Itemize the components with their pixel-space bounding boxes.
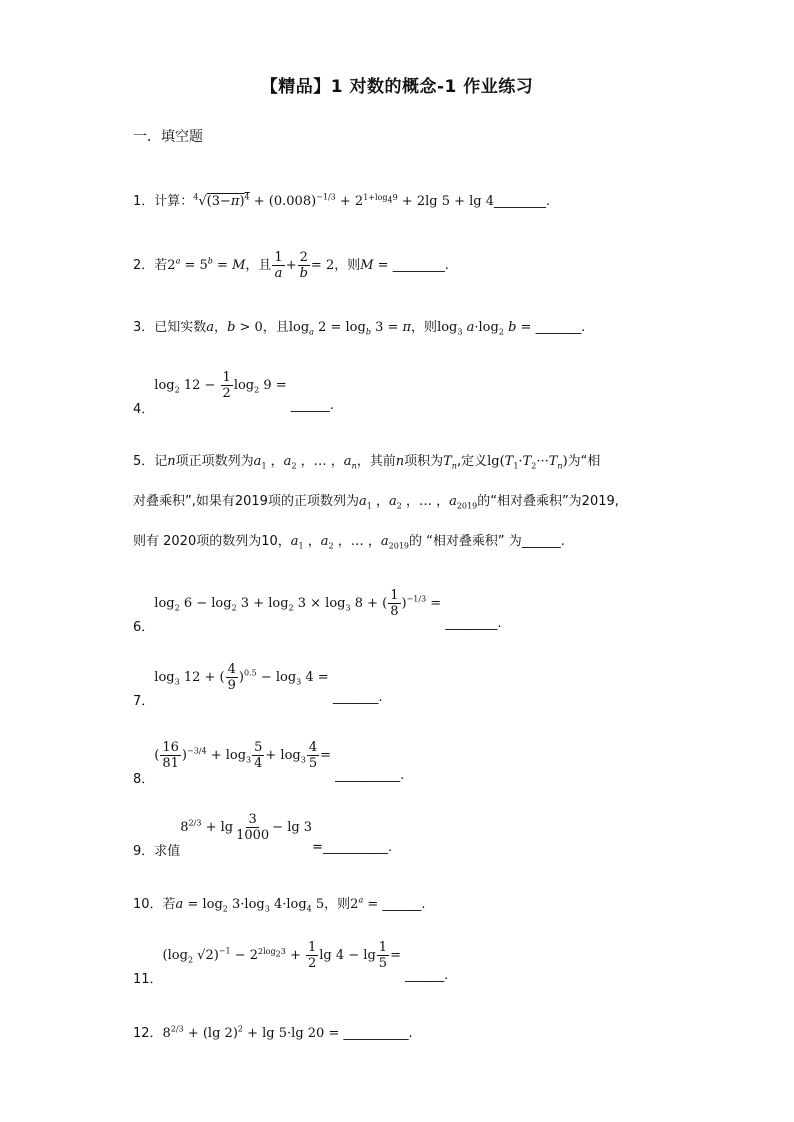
question-5-line-1: 5．记n项正项数列为$a_1$ ，$a_2$ ，… ，$a_n$，其前n项积为$T_n$,定义$\lg(T_1\cdot T_2\cdot\cdot\cdot T_n)$为“相 (133, 454, 601, 471)
question-2-then: ，则 (334, 258, 361, 273)
question-5-text-1: 项正项数列为 (175, 454, 254, 469)
question-11-formula: ($\log_2$ $√2)^{-1} - 2^{2log_23}$ + (162, 946, 305, 965)
question-2-formula-a: $2^a = 5^b = M$ (167, 256, 246, 273)
question-11-blank: ______. (405, 968, 449, 983)
question-6-formula: $\log_2 6 - \log_2 3 + \log_2 3 \times \log_3 8$ + ( (154, 596, 388, 613)
question-5-text-9: 的 “相对叠乘积” 为______. (409, 534, 565, 549)
question-5-line-3: 则有 2020项的数列为10，$a_1$ ，$a_2$ ，… ，$a_{2019}$的 “相对叠乘积” 为______. (133, 534, 565, 551)
question-11: 11．($\log_2$ $√2)^{-1} - 2^{2log_23}$ + $\frac{1}{2}$ lg 4 − lg $\frac{1}{5}$ = ______. (133, 940, 449, 987)
question-10-then: ，则 (324, 897, 351, 912)
question-3-mid: ，且 (262, 320, 289, 335)
question-5-text-8: 则有 2020项的数列为10， (133, 534, 291, 549)
question-5-text-2: ，其前 (356, 454, 396, 469)
question-5-text-5: 为“相 (567, 454, 601, 469)
question-8-blank: __________. (335, 768, 405, 783)
question-5-text-4: ,定义 (456, 454, 488, 469)
question-12-formula: $8^{2/3} + (\lg$ 2)$^2$ + lg 5·lg 20 = (162, 1024, 344, 1041)
question-2-frac-1: $\frac{1}{a}$ (274, 250, 283, 281)
question-5-formula: $\lg(T_1\cdot T_2\cdot\cdot\cdot T_n)$ (487, 454, 568, 471)
question-4: 4．$\log_2 12$ − $\frac{1}{2}$ $\log_2 9$ = ______. (133, 370, 334, 417)
question-12 (133, 1022, 413, 1041)
question-10: 10．若$a = \log_2 3\cdot\log_3$ $4\cdot\log_4$ 5，则$2^a$ = ______. (133, 895, 426, 914)
question-3-formula: $\log_a 2 = \log_b 3 = \pi$ (288, 320, 412, 337)
question-2-mid: ，且 (245, 258, 272, 273)
question-7-blank: _______. (332, 690, 383, 705)
question-4-blank: ______. (290, 398, 334, 413)
question-2-blank: ________. (392, 258, 449, 273)
question-3-comma: ， (214, 320, 228, 335)
question-7: 7．$\log_3 12$ + ( $\frac{4}{9}$ )$^{0.5} - \log_3 4$ = _______. (133, 662, 383, 709)
question-7-number: 7． (133, 694, 155, 709)
question-8-formula: ( (154, 748, 160, 763)
question-4-formula: $\log_2 12$ − (154, 378, 220, 395)
question-7-formula: $\log_3 12$ + ( (154, 670, 225, 687)
question-2-var: M (360, 258, 374, 273)
question-5-number: 5．记 (133, 454, 168, 469)
question-8-number: 8． (133, 772, 155, 787)
question-4-number: 4． (133, 402, 155, 417)
question-3: 3．已知实数a，b > 0，且$\log_a 2 = \log_b 3 = \pi$，则$\log_3 a\cdot\log_2$ b = _______. (133, 320, 586, 337)
question-3-number: 3．已知实数 (133, 320, 207, 335)
question-8: 8．( $\frac{16}{81}$ )$^{-3/4} + \log_3$ $\frac{5}{4}$ + $\log_3$ $\frac{4}{5}$ = __________. (133, 740, 405, 787)
question-9-formula: $8^{2/3} + \lg$ (180, 818, 234, 835)
question-3-blank: _______. (535, 320, 586, 335)
question-5-text-7: 的“相对叠乘积”为2019, (477, 494, 619, 509)
question-11-number: 11． (133, 972, 163, 987)
question-9-blank: =__________. (312, 840, 393, 855)
question-9: 9．求值$8^{2/3} + \lg$ $\frac{3}{1000}$ − lg 3=__________. (133, 812, 393, 859)
question-1 (133, 190, 550, 209)
question-6-blank: ________. (445, 616, 502, 631)
question-1-blank: ________. (494, 194, 551, 209)
question-5-text-3: 项积为 (404, 454, 444, 469)
question-1-number: 1．计算： (133, 194, 194, 209)
question-3-then: ，则 (411, 320, 438, 335)
question-10-blank: ______. (382, 897, 426, 912)
question-6-number: 6． (133, 620, 155, 635)
question-6: 6．$\log_2 6 - \log_2 3 + \log_2 3 \times \log_3 8$ + ( $\frac{1}{8}$ )$^{-1/3}$ = ________. (133, 588, 502, 635)
question-12-blank: __________. (343, 1026, 413, 1041)
question-10-number: 10．若 (133, 897, 176, 912)
question-2-number: 2．若 (133, 258, 168, 273)
question-3-target: $\log_3 a\cdot\log_2$ b = (437, 320, 536, 337)
question-12-number: 12． (133, 1026, 163, 1041)
question-2-frac-2: $\frac{2}{b}$ (299, 250, 308, 281)
section-heading: 一．填空题 (133, 129, 203, 145)
question-1-formula: $^4√(3-\pi)^4 + (0.008)^{-1/3} + 2^{1+log_49} + 2\lg$ 5 + lg 4 (193, 192, 495, 209)
question-10-formula: $a = \log_2 3\cdot\log_3$ $4\cdot\log_4$ 5 (175, 897, 325, 914)
question-5-line-2: 对叠乘积”,如果有2019项的正项数列为$a_1$ ，$a_2$ ，… ，$a_{2019}$的“相对叠乘积”为2019, (133, 494, 619, 511)
question-9-number: 9．求值 (133, 844, 181, 859)
question-2: 2．若$2^a = 5^b = M$，且 $\frac{1}{a}$ + $\frac{2}{b}$ = 2，则M = ________. (133, 250, 449, 281)
question-5-text-6: 对叠乘积”,如果有2019项的正项数列为 (133, 494, 359, 509)
page-title: 【精品】1 对数的概念-1 作业练习 (260, 77, 534, 97)
